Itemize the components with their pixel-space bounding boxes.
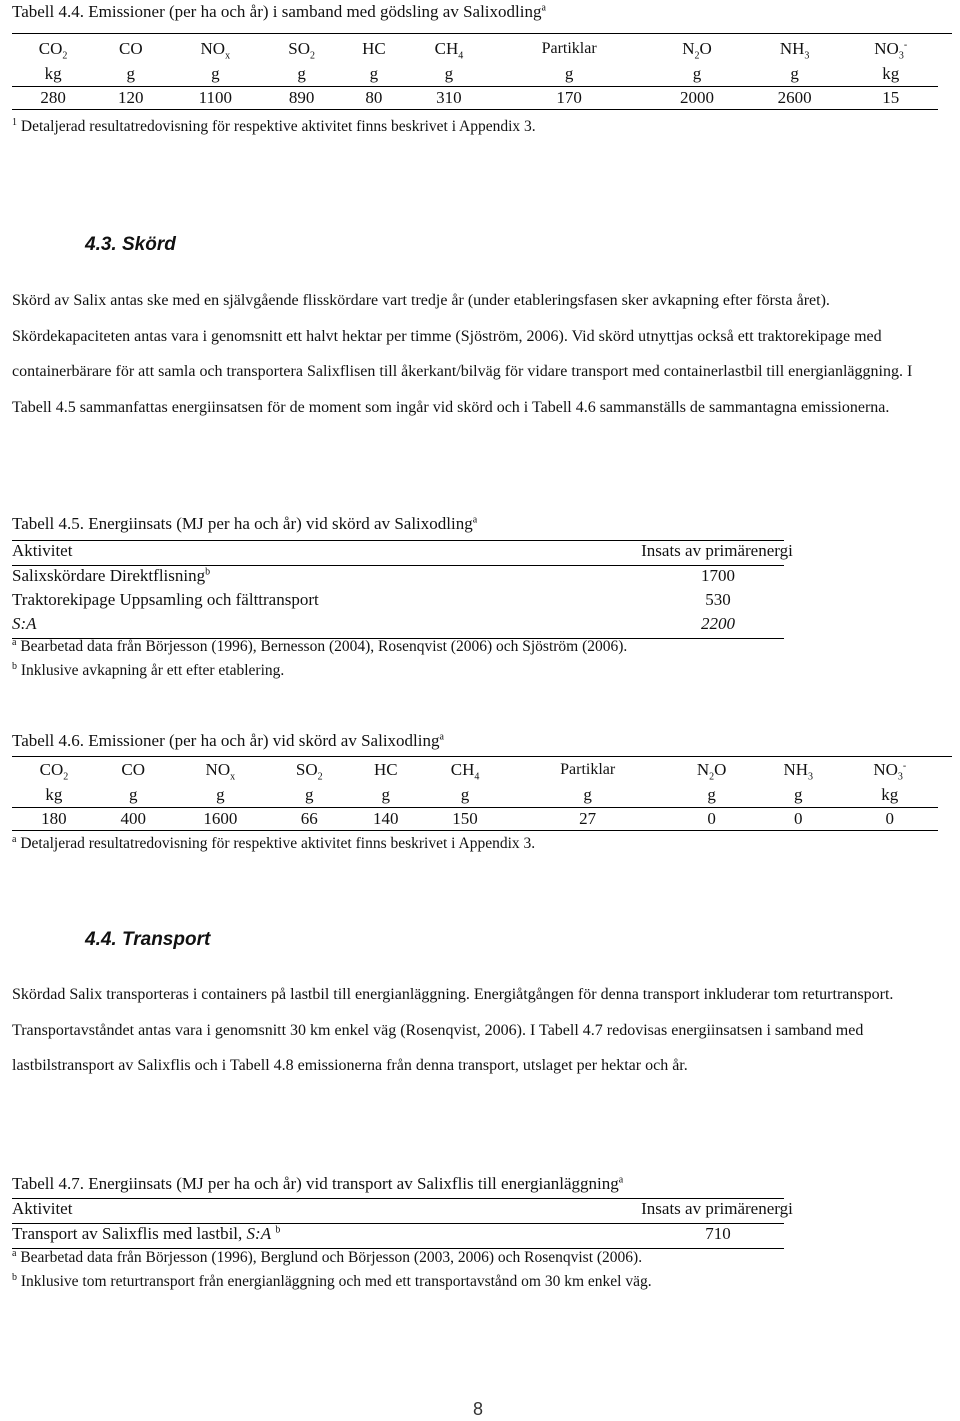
table-4-5-title: Energiinsats (MJ per ha och år) vid skörd av Salixodling bbox=[88, 514, 473, 533]
unit-cell: g bbox=[668, 782, 755, 808]
unit-cell: g bbox=[348, 782, 423, 808]
col-so2: $SO_2$ bbox=[288, 39, 315, 62]
col-co: CO bbox=[121, 760, 145, 779]
table-row bbox=[12, 1224, 784, 1249]
value-cell: 120 bbox=[94, 87, 167, 110]
col-hc: HC bbox=[373, 760, 398, 779]
unit-cell: g bbox=[423, 782, 507, 808]
col-nh3: $NH_3$ bbox=[779, 39, 810, 62]
table-4-4-header-row bbox=[12, 37, 938, 61]
table-4-5-caption bbox=[12, 514, 477, 534]
energy-value: 530 bbox=[705, 590, 731, 609]
section-4-4-paragraph: Skördad Salix transporteras i containers på lastbil till energianläggning. Energiåtgången för denna transport inkluderar tom returtransport. Transportavståndet antas vara i genomsnitt 30 km enkel väg (Rosenqvist, 2006). I Tabell 4.7 redovisas energiinsatsen i samband med lastbilstransport av Salixflis och i Tabell 4.8 emissionerna från denna transport, utslaget per hektar och år. bbox=[12, 986, 894, 1074]
value-cell: 310 bbox=[408, 87, 490, 110]
table-row bbox=[12, 590, 784, 614]
page-number: 8 bbox=[473, 1399, 484, 1419]
col-nox: $NO_x$ bbox=[205, 760, 236, 783]
table-4-6-value-row bbox=[12, 808, 938, 831]
table-4-6-label: Tabell 4.6. bbox=[12, 731, 84, 750]
table-4-4-title: Emissioner (per ha och år) i samband med gödsling av Salixodling bbox=[88, 2, 542, 21]
table-4-7-label: Tabell 4.7. bbox=[12, 1174, 84, 1193]
unit-cell: g bbox=[755, 782, 842, 808]
table-4-7-footnote-a bbox=[12, 1249, 642, 1267]
unit-cell: kg bbox=[12, 782, 96, 808]
table-row-total bbox=[12, 614, 784, 639]
value-cell: 0 bbox=[755, 808, 842, 831]
table-4-5-title-sup: a bbox=[472, 514, 478, 526]
value-cell: 0 bbox=[668, 808, 755, 831]
col-hc: HC bbox=[362, 39, 386, 58]
activity-label: Traktorekipage Uppsamling och fälttransport bbox=[12, 590, 319, 609]
col-no3: $NO_3^-$ bbox=[874, 39, 908, 62]
table-4-7-footnote-b bbox=[12, 1273, 652, 1291]
unit-cell: g bbox=[96, 782, 171, 808]
value-cell: 1600 bbox=[171, 808, 271, 831]
section-4-3-paragraph: Skörd av Salix antas ske med en självgående flisskördare vart tredje år (under etableringsfasen sker avkapning efter första året). Skördekapaciteten antas vara i genomsnitt ett halvt hektar per timme (Sjöström, 2006). Vid skörd utnyttjas också ett traktorekipage med containerbärare för att samla och transportera Salixflisen till åkerkant/bilväg för vidare transport med containerlastbil till energianläggning. I Tabell 4.5 sammanfattas energiinsatsen för de moment som ingår vid skörd och i Tabell 4.6 sammanställs de sammantagna emissionerna. bbox=[12, 292, 913, 416]
col-n2o: $N_2O$ bbox=[696, 760, 727, 783]
footnote-text: Detaljerad resultatredovisning för respektive aktivitet finns beskrivet i Appendix 3. bbox=[20, 118, 536, 135]
table-4-7-caption bbox=[12, 1174, 623, 1194]
table-4-4-footnote bbox=[12, 118, 536, 136]
table-4-5-footnote-a bbox=[12, 638, 627, 656]
table-4-7-header-row bbox=[12, 1199, 793, 1224]
table-4-4-caption bbox=[12, 2, 546, 22]
unit-cell: g bbox=[490, 61, 648, 87]
unit-cell: kg bbox=[12, 61, 94, 87]
col-activity: Aktivitet bbox=[12, 541, 73, 560]
total-value: 2200 bbox=[701, 614, 735, 633]
table-row bbox=[12, 566, 784, 590]
col-so2: $SO_2$ bbox=[295, 760, 323, 783]
value-cell: 0 bbox=[842, 808, 938, 831]
table-4-6-title-sup: a bbox=[439, 731, 444, 743]
value-cell: 66 bbox=[270, 808, 348, 831]
col-primary-energy: Insats av primärenergi bbox=[641, 541, 793, 560]
footnote-text: Bearbetad data från Börjesson (1996), Bernesson (2004), Rosenqvist (2006) och Sjöström (2006). bbox=[20, 638, 628, 655]
footnote-mark: 1 bbox=[12, 116, 17, 128]
footnote-text: Inklusive avkapning år ett efter etablering. bbox=[20, 662, 285, 679]
value-cell: 170 bbox=[490, 87, 648, 110]
unit-cell: g bbox=[171, 782, 271, 808]
unit-cell: g bbox=[408, 61, 490, 87]
table-4-6-unit-row bbox=[12, 782, 938, 808]
energy-value: 710 bbox=[705, 1224, 731, 1243]
col-nh3: $NH_3$ bbox=[783, 760, 814, 783]
energy-value: 1700 bbox=[701, 566, 735, 585]
col-co2: $CO_2$ bbox=[39, 760, 69, 783]
value-cell: 400 bbox=[96, 808, 171, 831]
unit-cell: g bbox=[167, 61, 263, 87]
footnote-mark: a bbox=[12, 833, 17, 845]
table-4-4-value-row bbox=[12, 87, 938, 110]
activity-label: Salixskördare Direktflisning$^b$ bbox=[12, 566, 211, 585]
table-4-7-title: Energiinsats (MJ per ha och år) vid transport av Salixflis till energianläggning bbox=[88, 1174, 619, 1193]
table-4-6-header-row bbox=[12, 758, 938, 782]
unit-cell: g bbox=[94, 61, 167, 87]
col-ch4: $CH_4$ bbox=[450, 760, 480, 783]
table-4-4-top-rule bbox=[12, 33, 952, 34]
unit-cell: g bbox=[263, 61, 340, 87]
table-4-6-top-rule bbox=[12, 756, 952, 757]
col-co: CO bbox=[118, 39, 143, 58]
value-cell: 2000 bbox=[648, 87, 746, 110]
value-cell: 180 bbox=[12, 808, 96, 831]
col-partiklar: Partiklar bbox=[560, 761, 616, 778]
value-cell: 80 bbox=[340, 87, 408, 110]
table-4-4-label: Tabell 4.4. bbox=[12, 2, 84, 21]
table-4-6 bbox=[12, 758, 938, 831]
footnote-text: Inklusive tom returtransport från energianläggning och med ett transportavstånd om 30 km enkel väg. bbox=[20, 1273, 652, 1290]
col-activity: Aktivitet bbox=[12, 1199, 73, 1218]
table-4-5-header-row bbox=[12, 541, 793, 566]
table-4-7-title-sup: a bbox=[618, 1174, 624, 1186]
col-partiklar: Partiklar bbox=[541, 40, 597, 57]
col-primary-energy: Insats av primärenergi bbox=[641, 1199, 793, 1218]
value-cell: 150 bbox=[423, 808, 507, 831]
table-4-6-footnote bbox=[12, 835, 535, 853]
section-heading-4-3: 4.3. Skörd bbox=[85, 234, 176, 255]
unit-cell: g bbox=[648, 61, 746, 87]
col-no3: $NO_3^-$ bbox=[873, 760, 907, 783]
footnote-mark: a bbox=[12, 1247, 17, 1259]
unit-cell: kg bbox=[843, 61, 938, 87]
table-4-5-footnote-b bbox=[12, 662, 284, 680]
total-label: S:A bbox=[12, 614, 37, 633]
table-4-6-title: Emissioner (per ha och år) vid skörd av Salixodling bbox=[88, 731, 440, 750]
footnote-mark: b bbox=[12, 1271, 17, 1283]
col-ch4: $CH_4$ bbox=[434, 39, 464, 62]
col-n2o: $N_2O$ bbox=[682, 39, 712, 62]
table-4-4-unit-row bbox=[12, 61, 938, 87]
table-4-5 bbox=[12, 540, 793, 639]
activity-label: Transport av Salixflis med lastbil, S:A $^b$ bbox=[12, 1224, 281, 1243]
table-4-4-title-sup: a bbox=[541, 2, 546, 14]
footnote-mark: b bbox=[12, 660, 17, 672]
unit-cell: g bbox=[746, 61, 844, 87]
table-4-4 bbox=[12, 37, 938, 110]
table-4-7 bbox=[12, 1198, 793, 1249]
unit-cell: g bbox=[340, 61, 408, 87]
unit-cell: kg bbox=[842, 782, 938, 808]
value-cell: 280 bbox=[12, 87, 94, 110]
value-cell: 27 bbox=[507, 808, 668, 831]
footnote-text: Detaljerad resultatredovisning för respektive aktivitet finns beskrivet i Appendix 3. bbox=[20, 835, 536, 852]
value-cell: 1100 bbox=[167, 87, 263, 110]
unit-cell: g bbox=[270, 782, 348, 808]
col-nox: $NO_x$ bbox=[200, 39, 231, 62]
table-4-6-caption bbox=[12, 731, 444, 751]
value-cell: 2600 bbox=[746, 87, 844, 110]
value-cell: 15 bbox=[843, 87, 938, 110]
unit-cell: g bbox=[507, 782, 668, 808]
table-4-5-label: Tabell 4.5. bbox=[12, 514, 84, 533]
footnote-mark: a bbox=[12, 636, 17, 648]
value-cell: 140 bbox=[348, 808, 423, 831]
value-cell: 890 bbox=[263, 87, 340, 110]
section-heading-4-4: 4.4. Transport bbox=[85, 929, 211, 950]
footnote-text: Bearbetad data från Börjesson (1996), Berglund och Börjesson (2003, 2006) och Rosenqvist (2006). bbox=[20, 1249, 643, 1266]
col-co2: $CO_2$ bbox=[38, 39, 68, 62]
